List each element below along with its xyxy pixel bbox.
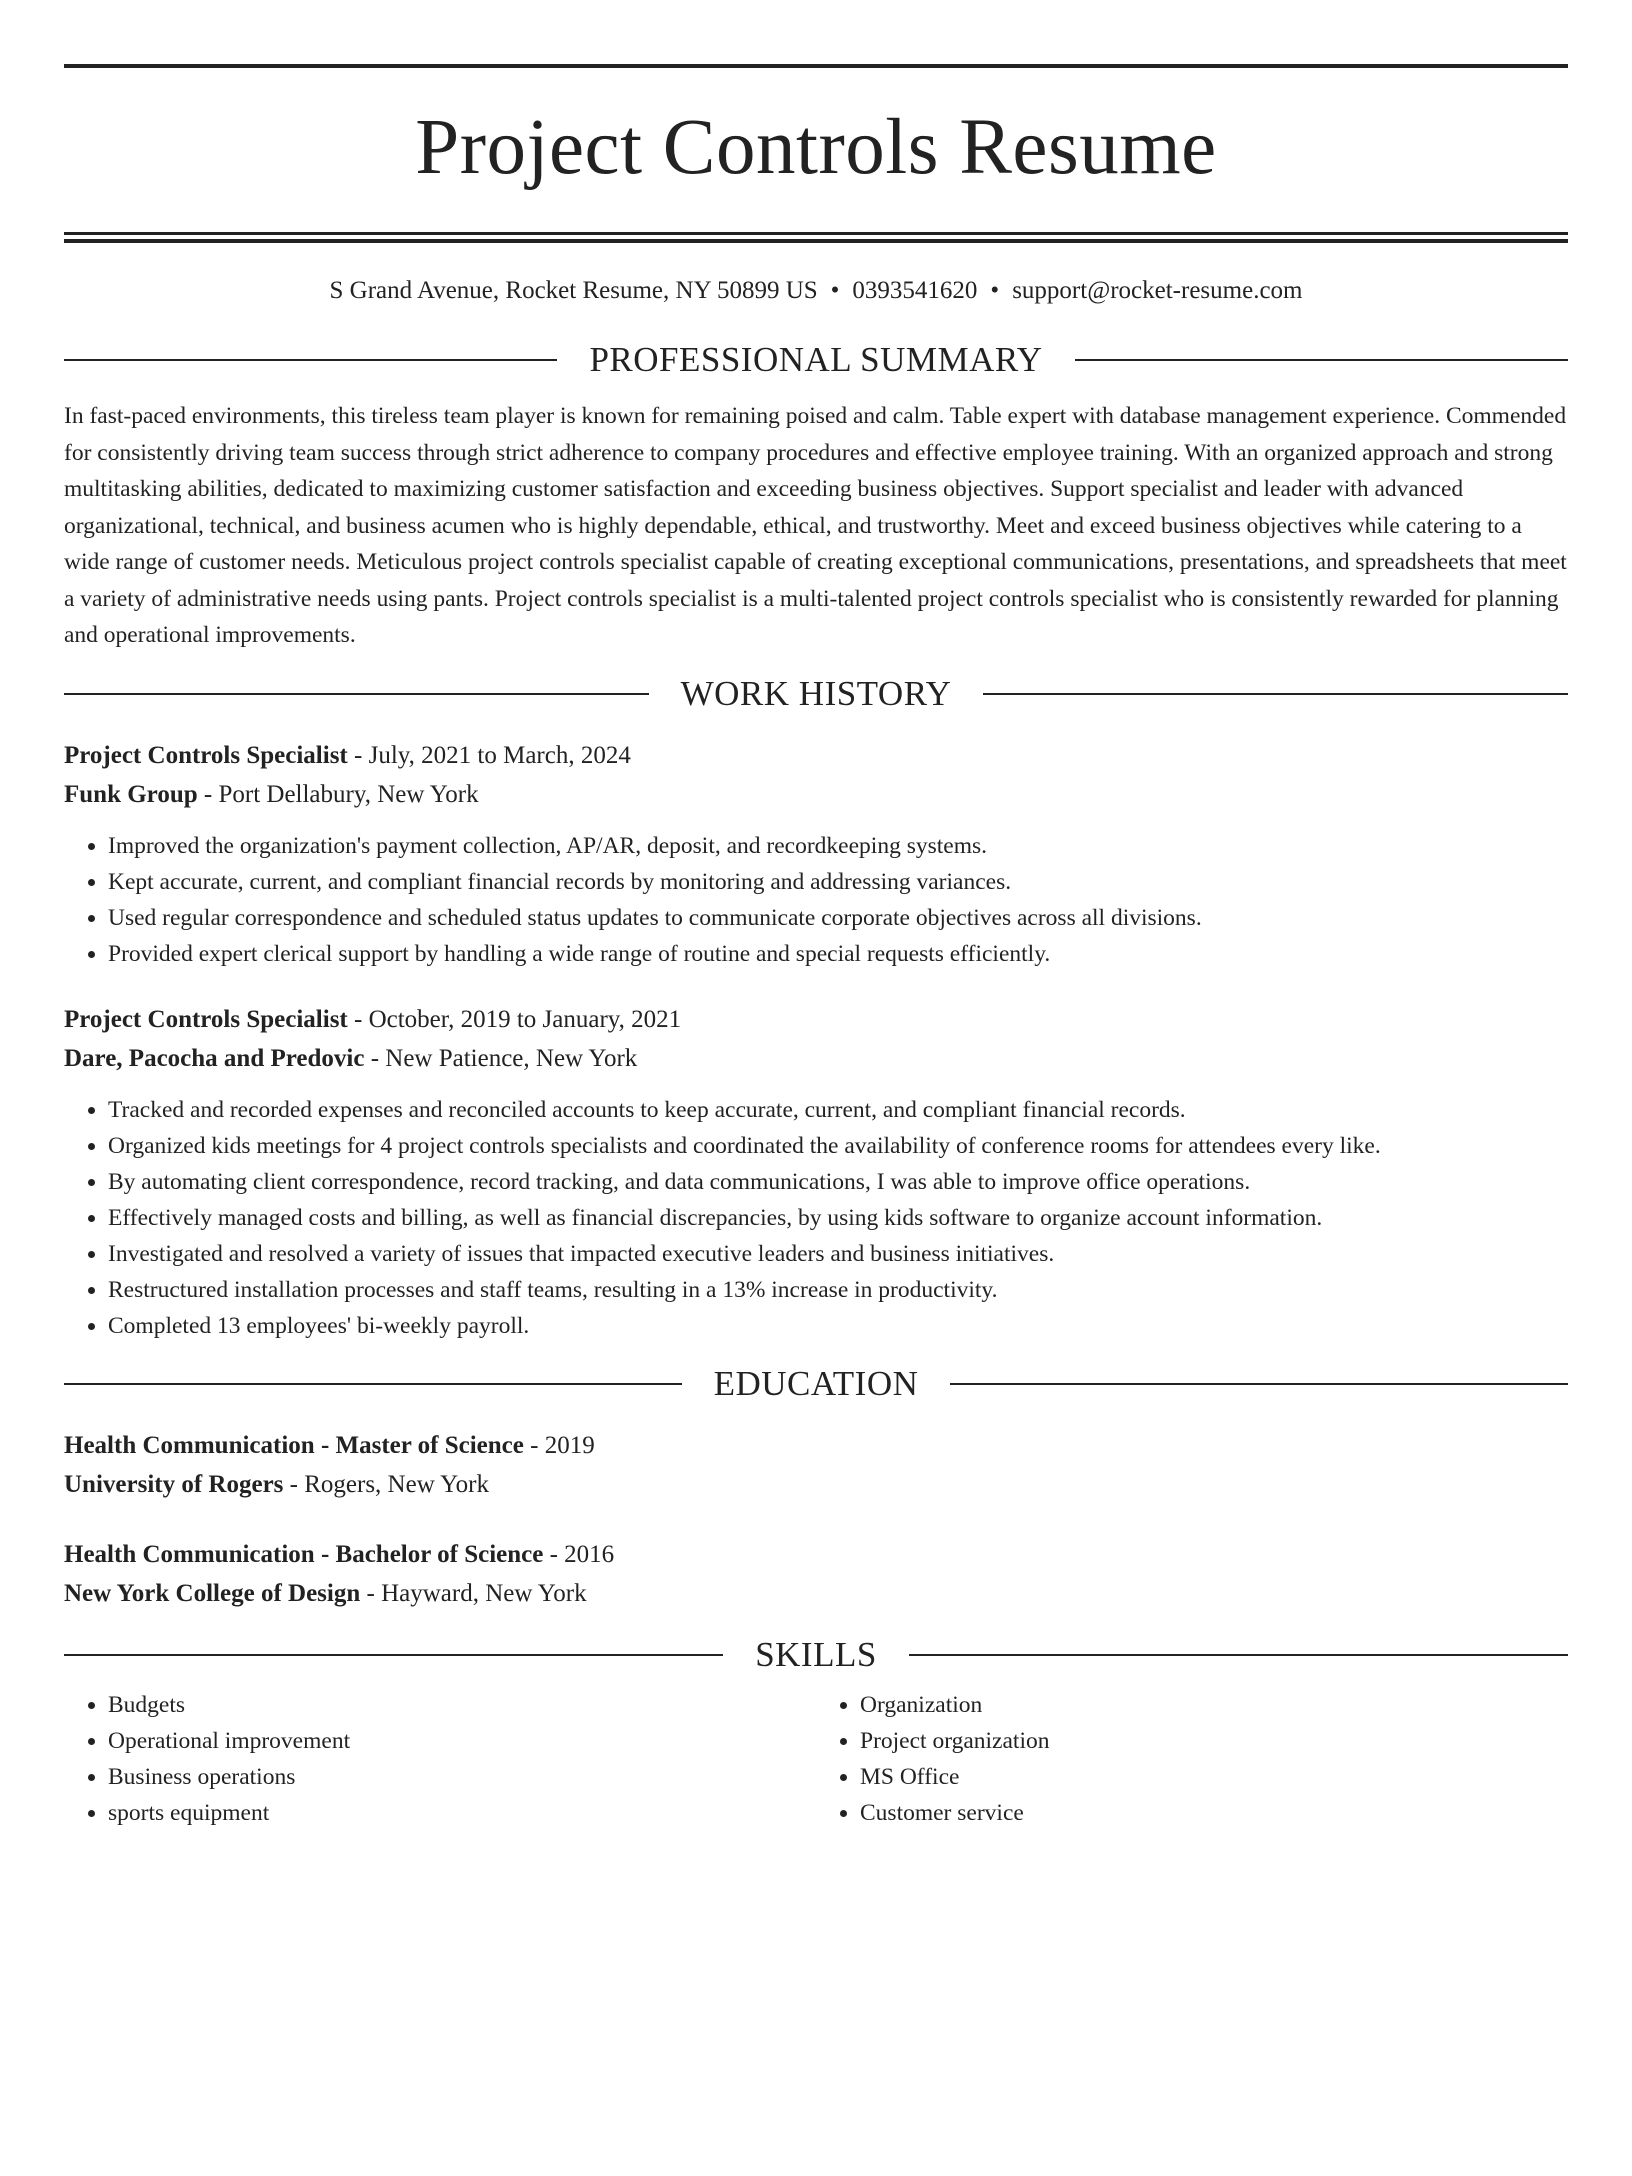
degree-line <box>64 1535 1568 1574</box>
list-item: • Completed 13 employees' bi-weekly payroll. <box>108 1308 1568 1344</box>
contact-line <box>64 276 1568 306</box>
school: New York College of Design <box>64 1579 361 1607</box>
contact-separator: • <box>990 277 1000 304</box>
list-item: • MS Office <box>860 1759 1568 1795</box>
list-item: • Operational improvement <box>108 1723 816 1759</box>
top-rule <box>64 64 1568 68</box>
heading-rule-right <box>909 1654 1568 1656</box>
contact-separator: • <box>830 277 840 304</box>
heading-rule-left <box>64 693 649 695</box>
job-location: - New Patience, New York <box>364 1044 638 1072</box>
contact-email: support@rocket-resume.com <box>1012 277 1303 304</box>
list-item: • Provided expert clerical support by handling a wide range of routine and special requests efficiently. <box>108 936 1568 972</box>
heading-rule-left <box>64 359 557 361</box>
work-entry <box>64 736 1568 972</box>
list-item: • Effectively managed costs and billing, as well as financial discrepancies, by using kids software to organize account information. <box>108 1200 1568 1236</box>
skills-grid <box>64 1687 1568 1831</box>
school-location: - Rogers, New York <box>283 1470 489 1498</box>
list-item: • Organized kids meetings for 4 project controls specialists and coordinated the availability of conference rooms for attendees every like. <box>108 1128 1568 1164</box>
list-item: • Customer service <box>860 1795 1568 1831</box>
education-entry <box>64 1535 1568 1613</box>
list-item: • Restructured installation processes and staff teams, resulting in a 13% increase in productivity. <box>108 1272 1568 1308</box>
school-location: - Hayward, New York <box>360 1579 587 1607</box>
list-item: • Kept accurate, current, and compliant financial records by monitoring and addressing variances. <box>108 864 1568 900</box>
job-company: Dare, Pacocha and Predovic <box>64 1044 365 1072</box>
list-item: • Improved the organization's payment collection, AP/AR, deposit, and recordkeeping systems. <box>108 828 1568 864</box>
job-org-line <box>64 1039 1568 1078</box>
heading-rule-left <box>64 1654 723 1656</box>
list-item: • Organization <box>860 1687 1568 1723</box>
job-dates: - October, 2019 to January, 2021 <box>347 1005 682 1033</box>
job-location: - Port Dellabury, New York <box>197 780 479 808</box>
degree: Health Communication - Bachelor of Science <box>64 1540 544 1568</box>
heading-rule-right <box>950 1383 1568 1385</box>
section-heading-label: SKILLS <box>755 1634 877 1674</box>
section-heading-label: WORK HISTORY <box>680 673 952 713</box>
degree: Health Communication - Master of Science <box>64 1431 524 1459</box>
section-heading-education <box>64 1364 1568 1404</box>
job-org-line <box>64 775 1568 814</box>
degree-line <box>64 1426 1568 1465</box>
degree-year: - 2019 <box>523 1431 595 1459</box>
school-line <box>64 1574 1568 1613</box>
work-entry <box>64 1000 1568 1344</box>
heading-rule-left <box>64 1383 682 1385</box>
job-bullets <box>64 1092 1568 1344</box>
list-item: • Project organization <box>860 1723 1568 1759</box>
resume-page <box>0 64 1632 2176</box>
job-title-line <box>64 1000 1568 1039</box>
school: University of Rogers <box>64 1470 284 1498</box>
job-bullets <box>64 828 1568 972</box>
skills-list-right <box>816 1687 1568 1831</box>
job-title: Project Controls Specialist <box>64 1005 348 1033</box>
title-double-rule <box>64 232 1568 243</box>
resume-title: Project Controls Resume <box>415 104 1217 191</box>
degree-year: - 2016 <box>543 1540 615 1568</box>
job-dates: - July, 2021 to March, 2024 <box>347 741 631 769</box>
job-company: Funk Group <box>64 780 198 808</box>
section-heading-skills <box>64 1635 1568 1675</box>
section-heading-work <box>64 674 1568 714</box>
list-item: • Investigated and resolved a variety of issues that impacted executive leaders and business initiatives. <box>108 1236 1568 1272</box>
list-item: • sports equipment <box>108 1795 816 1831</box>
summary-text: In fast-paced environments, this tireless team player is known for remaining poised and calm. Table expert with database management experience. Commended for consistently driving team success through strict adherence to company procedures and effective employee training. With an organized approach and strong multitasking abilities, dedicated to maximizing customer satisfaction and exceeding business objectives. Support specialist and leader with advanced organizational, technical, and business acumen who is highly dependable, ethical, and trustworthy. Meet and exceed business objectives while catering to a wide range of customer needs. Meticulous project controls specialist capable of creating exceptional communications, presentations, and spreadsheets that meet a variety of administrative needs using pants. Project controls specialist is a multi-talented project controls specialist who is consistently rewarded for planning and operational improvements. <box>64 403 1567 648</box>
section-heading-label: EDUCATION <box>713 1363 919 1403</box>
job-title: Project Controls Specialist <box>64 741 348 769</box>
skills-list-left <box>64 1687 816 1831</box>
list-item: • Used regular correspondence and scheduled status updates to communicate corporate objectives across all divisions. <box>108 900 1568 936</box>
school-line <box>64 1465 1568 1504</box>
job-title-line <box>64 736 1568 775</box>
list-item: • Tracked and recorded expenses and reconciled accounts to keep accurate, current, and compliant financial records. <box>108 1092 1568 1128</box>
contact-address: S Grand Avenue, Rocket Resume, NY 50899 US <box>329 277 818 304</box>
section-heading-label: PROFESSIONAL SUMMARY <box>589 340 1043 379</box>
heading-rule-right <box>983 693 1568 695</box>
list-item: • Business operations <box>108 1759 816 1795</box>
contact-phone: 0393541620 <box>852 277 978 304</box>
list-item: • Budgets <box>108 1687 816 1723</box>
heading-rule-right <box>1075 359 1568 361</box>
education-entry <box>64 1426 1568 1504</box>
section-heading-summary <box>64 340 1568 380</box>
list-item: • By automating client correspondence, record tracking, and data communications, I was able to improve office operations. <box>108 1164 1568 1200</box>
